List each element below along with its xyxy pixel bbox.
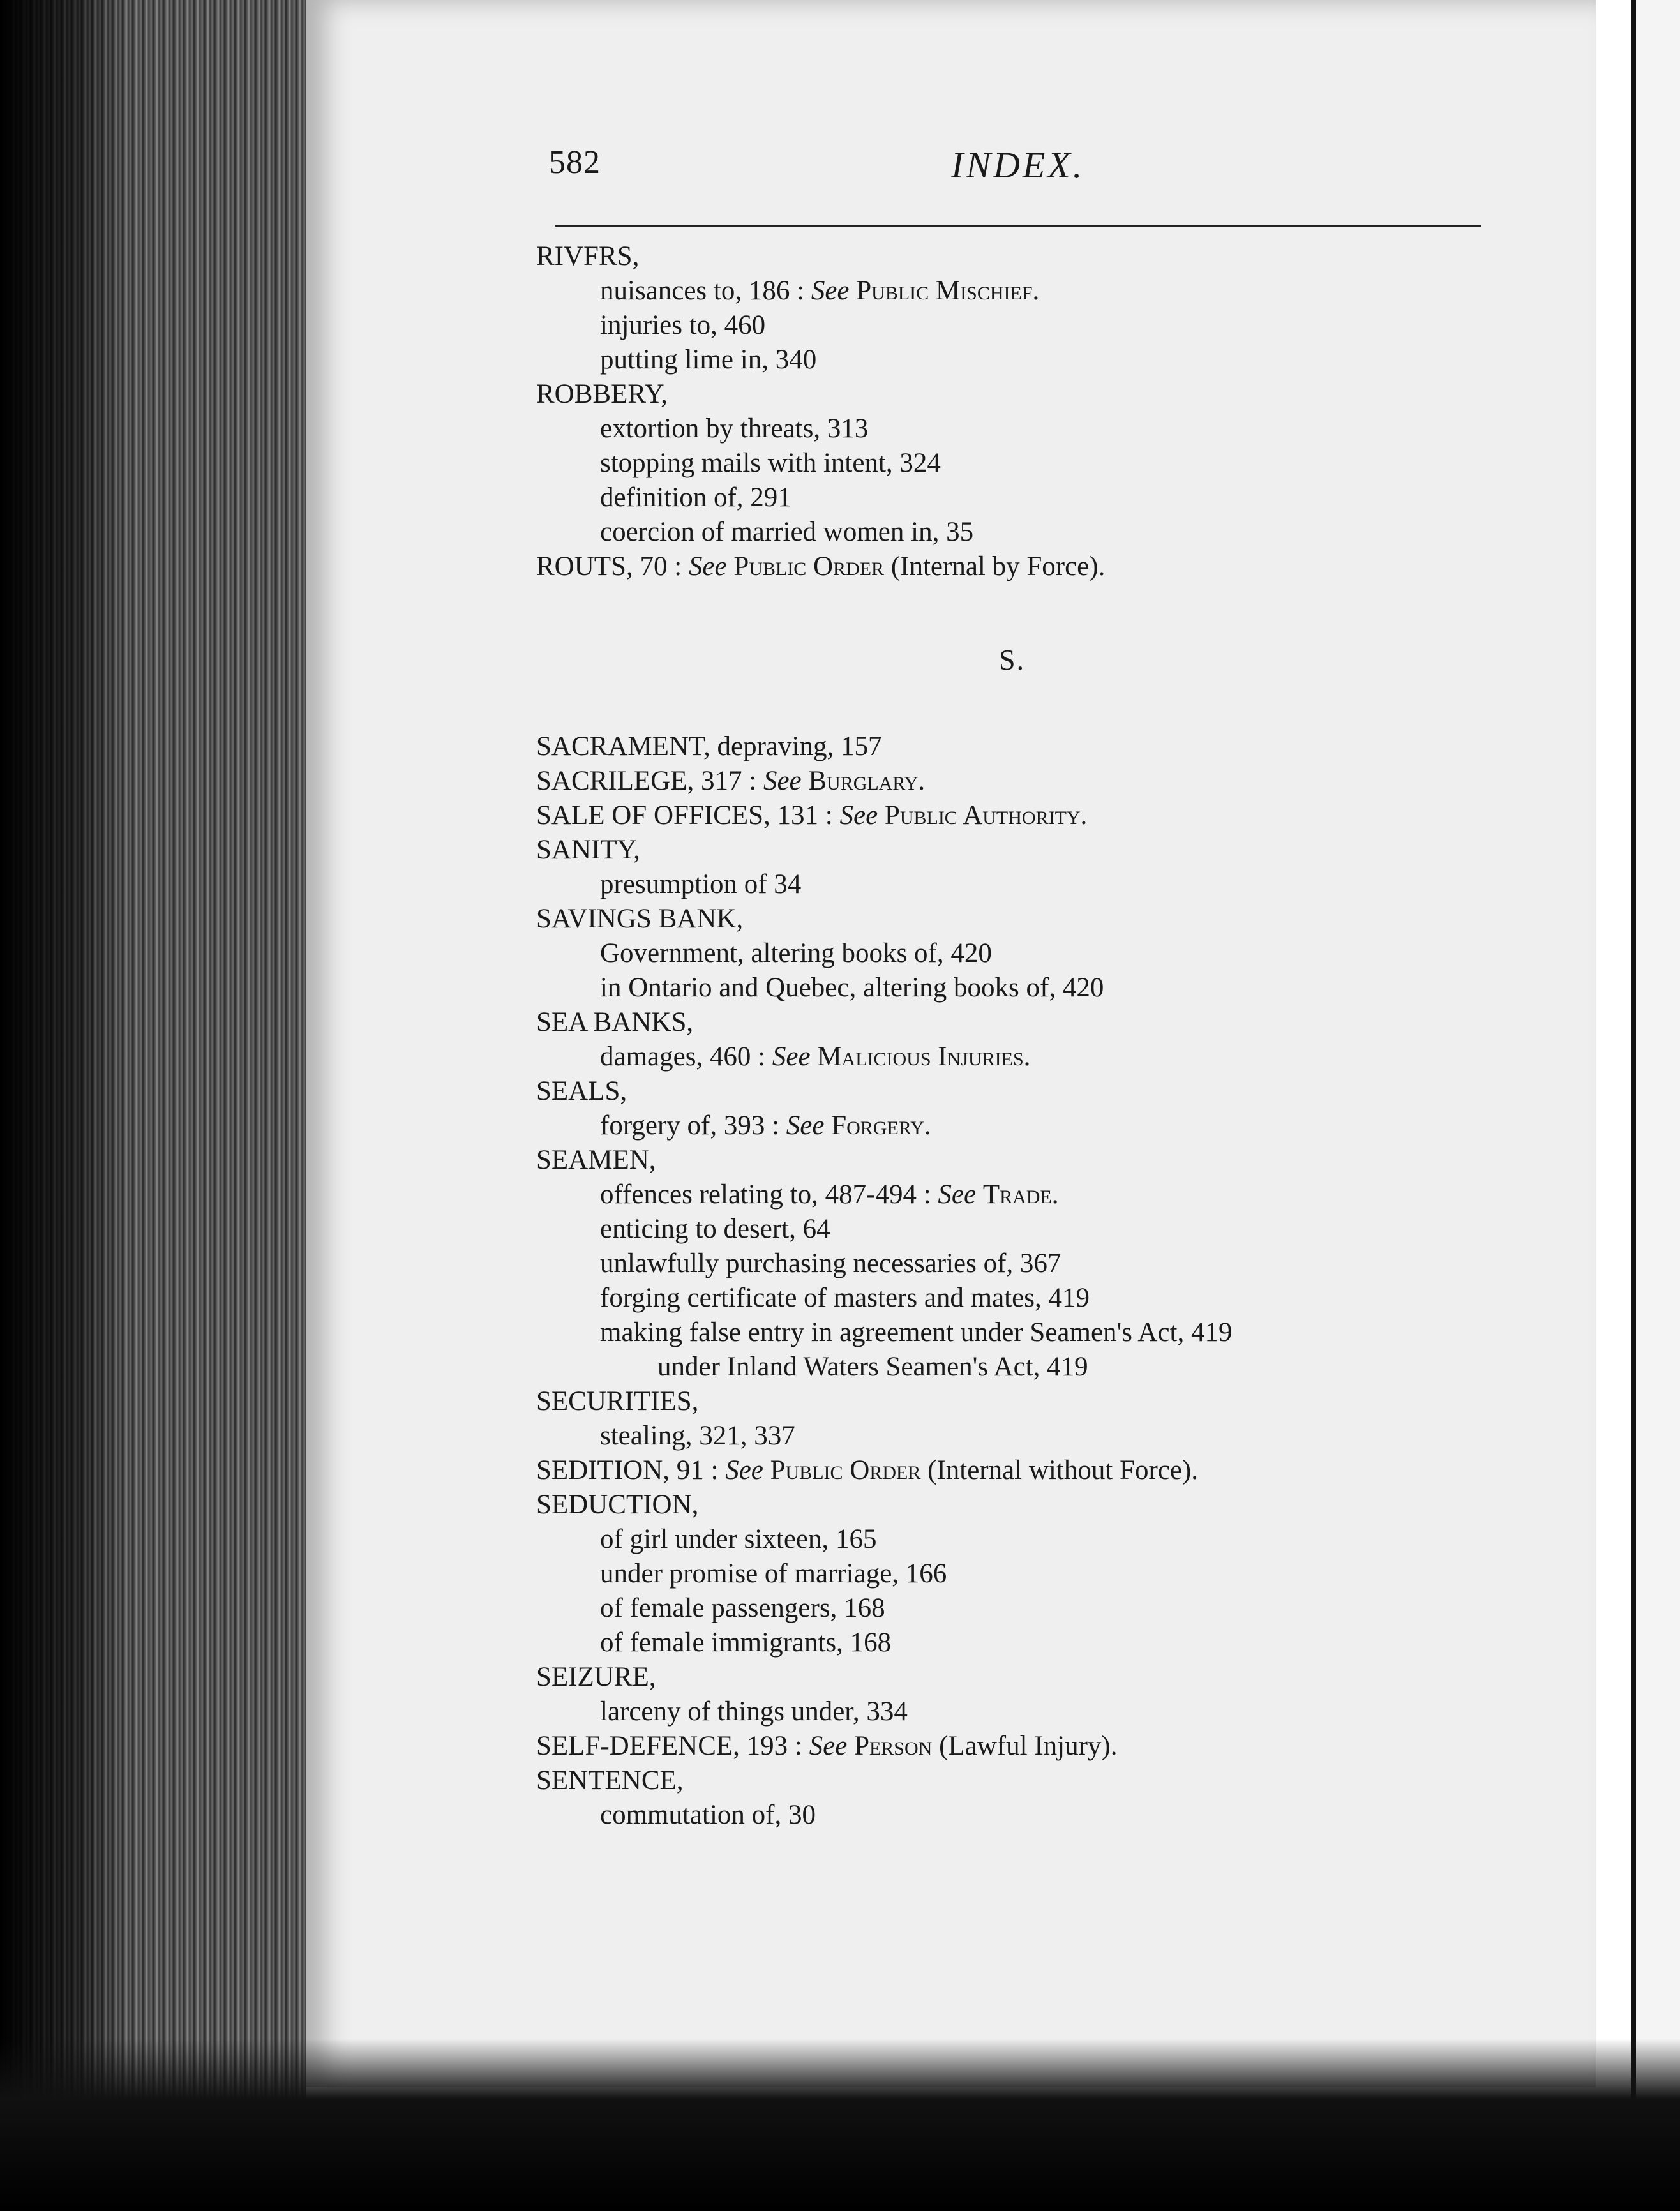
entry-qualifier: (Internal without Force). bbox=[920, 1455, 1198, 1485]
index-subentry bbox=[536, 1109, 1621, 1143]
index-subentry bbox=[536, 936, 1621, 971]
entry-text: injuries to, 460 bbox=[600, 310, 766, 340]
entry-text: under Inland Waters Seamen's Act, 419 bbox=[657, 1352, 1088, 1382]
index-heading bbox=[536, 1005, 1621, 1040]
index-subentry bbox=[536, 274, 1621, 308]
index-heading bbox=[536, 730, 1621, 764]
index-subentry bbox=[536, 1557, 1621, 1591]
index-subentry bbox=[536, 1281, 1621, 1315]
entry-text: SENTENCE, bbox=[536, 1765, 684, 1795]
entry-text: Government, altering books of, 420 bbox=[600, 938, 992, 968]
entry-text: of girl under sixteen, 165 bbox=[600, 1524, 877, 1554]
cross-reference: Public Authority. bbox=[884, 800, 1088, 830]
index-heading bbox=[536, 550, 1621, 584]
entry-text: SACRILEGE, 317 : bbox=[536, 766, 763, 796]
index-subentry bbox=[536, 1247, 1621, 1281]
entry-qualifier: (Internal by Force). bbox=[884, 551, 1106, 581]
index-subentry bbox=[536, 515, 1621, 550]
entry-text: forgery of, 393 : bbox=[600, 1111, 786, 1141]
entry-text: putting lime in, 340 bbox=[600, 345, 817, 375]
index-heading bbox=[536, 239, 1621, 274]
index-heading bbox=[536, 1453, 1621, 1488]
entry-text: forging certificate of masters and mates, 419 bbox=[600, 1283, 1090, 1313]
entry-text: stealing, 321, 337 bbox=[600, 1421, 795, 1451]
index-heading bbox=[536, 1384, 1621, 1419]
index-subentry bbox=[536, 1178, 1621, 1212]
entry-text: SEALS, bbox=[536, 1076, 627, 1106]
entry-text: offences relating to, 487-494 : bbox=[600, 1180, 938, 1210]
entry-text: ROBBERY, bbox=[536, 379, 668, 409]
entry-text: SEAMEN, bbox=[536, 1145, 656, 1175]
index-subentry bbox=[536, 1798, 1621, 1833]
see-label: See bbox=[938, 1180, 977, 1210]
entry-text: SEA BANKS, bbox=[536, 1007, 694, 1037]
index-heading bbox=[536, 377, 1621, 412]
cross-reference: Trade. bbox=[982, 1180, 1059, 1210]
entry-text: under promise of marriage, 166 bbox=[600, 1559, 947, 1589]
index-subentry bbox=[536, 1212, 1621, 1247]
entry-text: SEDITION, 91 : bbox=[536, 1455, 726, 1485]
entry-text: SECURITIES, bbox=[536, 1386, 699, 1416]
see-label: See bbox=[809, 1731, 848, 1761]
entry-text: unlawfully purchasing necessaries of, 367 bbox=[600, 1248, 1061, 1278]
index-subentry bbox=[536, 971, 1621, 1005]
index-subentry bbox=[536, 343, 1621, 377]
entry-text: coercion of married women in, 35 bbox=[600, 517, 974, 547]
entry-qualifier: (Lawful Injury). bbox=[932, 1731, 1118, 1761]
entry-text: SEIZURE, bbox=[536, 1662, 656, 1692]
bottom-shadow bbox=[0, 2039, 1680, 2211]
cross-reference: Forgery. bbox=[831, 1111, 931, 1141]
page-header bbox=[549, 144, 1481, 201]
entry-text: SANITY, bbox=[536, 835, 640, 865]
index-subentry bbox=[536, 481, 1621, 515]
entry-text: definition of, 291 bbox=[600, 483, 791, 513]
index-subentry bbox=[536, 1419, 1621, 1453]
cross-reference: Public Mischief. bbox=[856, 276, 1040, 306]
entry-text: in Ontario and Quebec, altering books of, 420 bbox=[600, 973, 1104, 1003]
header-rule bbox=[555, 225, 1481, 227]
entry-text: SACRAMENT, depraving, 157 bbox=[536, 731, 882, 761]
index-subentry bbox=[536, 867, 1621, 902]
book-edge-shadow bbox=[0, 0, 128, 2211]
index-group-r bbox=[536, 239, 1621, 584]
index-group-s bbox=[536, 730, 1621, 1833]
index-subentry bbox=[536, 1040, 1621, 1074]
cross-reference: Public Order bbox=[733, 551, 885, 581]
page-gutter-line bbox=[1631, 0, 1636, 2106]
entry-text: presumption of 34 bbox=[600, 869, 802, 899]
index-subentry bbox=[536, 446, 1621, 481]
index-subentry bbox=[536, 412, 1621, 446]
index-subentry bbox=[536, 1522, 1621, 1557]
index-subentry bbox=[536, 1591, 1621, 1626]
entry-text: making false entry in agreement under Seamen's Act, 419 bbox=[600, 1317, 1233, 1347]
entry-text: stopping mails with intent, 324 bbox=[600, 448, 941, 478]
see-label: See bbox=[772, 1042, 811, 1072]
entry-text: of female passengers, 168 bbox=[600, 1593, 885, 1623]
index-heading bbox=[536, 1660, 1621, 1695]
index-subentry bbox=[536, 1695, 1621, 1729]
entry-text: commutation of, 30 bbox=[600, 1800, 816, 1830]
see-label: See bbox=[786, 1111, 825, 1141]
index-heading bbox=[536, 1764, 1621, 1798]
index-heading bbox=[536, 798, 1621, 833]
index-heading bbox=[536, 833, 1621, 867]
entry-text: damages, 460 : bbox=[600, 1042, 772, 1072]
index-heading bbox=[536, 1074, 1621, 1109]
entry-text: extortion by threats, 313 bbox=[600, 414, 869, 444]
running-head: INDEX. bbox=[951, 144, 1085, 186]
cross-reference: Malicious Injuries. bbox=[817, 1042, 1031, 1072]
section-letter: S. bbox=[999, 643, 1026, 676]
see-label: See bbox=[725, 1455, 763, 1485]
entry-text: SEDUCTION, bbox=[536, 1490, 699, 1520]
entry-text: enticing to desert, 64 bbox=[600, 1214, 830, 1244]
index-subentry bbox=[536, 1315, 1621, 1350]
index-heading bbox=[536, 1488, 1621, 1522]
index-heading bbox=[536, 902, 1621, 936]
entry-text: SALE OF OFFICES, 131 : bbox=[536, 800, 840, 830]
entry-text: nuisances to, 186 : bbox=[600, 276, 811, 306]
index-heading bbox=[536, 764, 1621, 798]
entry-text: SELF-DEFENCE, 193 : bbox=[536, 1731, 809, 1761]
next-page-edge bbox=[1636, 0, 1680, 2106]
cross-reference: Burglary. bbox=[808, 766, 926, 796]
entry-text: larceny of things under, 334 bbox=[600, 1697, 908, 1727]
page-number: 582 bbox=[549, 144, 601, 181]
index-list bbox=[536, 239, 1621, 1833]
see-label: See bbox=[839, 800, 878, 830]
entry-text: RIVFRS, bbox=[536, 241, 640, 271]
see-label: See bbox=[811, 276, 850, 306]
index-heading bbox=[536, 1143, 1621, 1178]
index-heading bbox=[536, 1729, 1621, 1764]
index-subentry bbox=[536, 1626, 1621, 1660]
see-label: See bbox=[688, 551, 727, 581]
cross-reference: Public Order bbox=[770, 1455, 921, 1485]
see-label: See bbox=[763, 766, 802, 796]
entry-text: ROUTS, 70 : bbox=[536, 551, 689, 581]
entry-text: of female immigrants, 168 bbox=[600, 1628, 892, 1658]
cross-reference: Person bbox=[854, 1731, 933, 1761]
index-subentry bbox=[536, 308, 1621, 343]
index-subentry bbox=[536, 1350, 1621, 1384]
entry-text: SAVINGS BANK, bbox=[536, 904, 744, 934]
